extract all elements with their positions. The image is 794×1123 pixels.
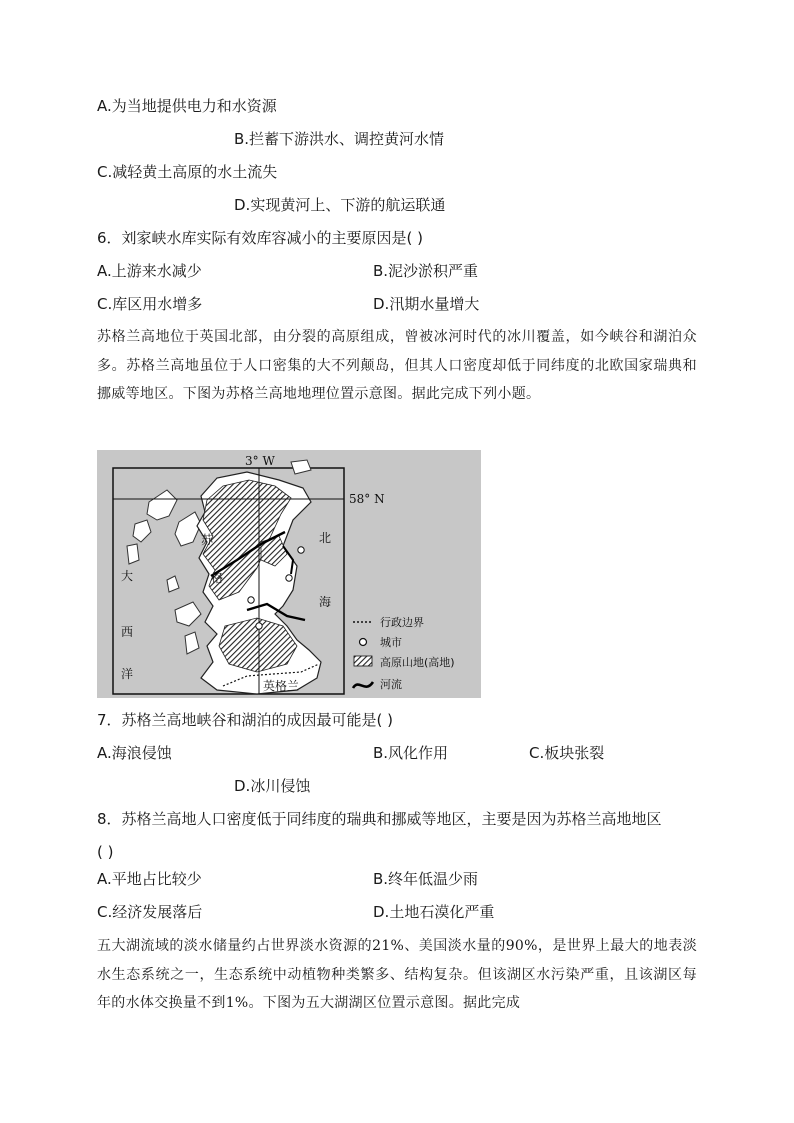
q5-option-a: A.为当地提供电力和水资源 [97,97,277,115]
region-char-1: 苏 [201,533,214,547]
q7-option-b: B.风化作用 [373,744,449,762]
legend-boundary-label: 行政边界 [380,616,424,629]
legend-highland-label: 高原山地(高地) [380,656,455,669]
q5-option-c: C.减轻黄土高原的水土流失 [97,163,278,181]
region-char-2: 格 [211,571,224,585]
q6-option-a: A.上游来水减少 [97,262,202,280]
q8-option-c: C.经济发展落后 [97,903,203,921]
q7-option-d: D.冰川侵蚀 [234,777,311,795]
sea-char-2: 海 [319,595,332,609]
latitude-label: 58° N [349,492,385,506]
legend-highland-symbol [354,656,372,666]
q5-option-d: D.实现黄河上、下游的航运联通 [234,196,446,214]
q6-option-c: C.库区用水增多 [97,295,203,313]
legend-city-symbol [360,639,367,646]
q6-stem: 6．刘家峡水库实际有效库容减小的主要原因是( ) [97,229,424,247]
q7-option-a: A.海浪侵蚀 [97,744,172,762]
passage-scottish-highlands: 苏格兰高地位于英国北部，由分裂的高原组成，曾被冰河时代的冰川覆盖，如今峡谷和湖泊众多。苏格兰高地虽位于人口密集的大不列颠岛，但其人口密度却低于同纬度的北欧国家瑞典和挪威等地区。下图为苏格兰高地地理位置示意图。据此完成下列小题。 [97,329,697,402]
longitude-label: 3° W [245,454,275,468]
q8-stem: 8．苏格兰高地人口密度低于同纬度的瑞典和挪威等地区，主要是因为苏格兰高地地区 [97,810,662,828]
q7-option-c: C.板块张裂 [529,744,605,762]
q6-option-d: D.汛期水量增大 [373,295,480,313]
ocean-char-2: 西 [121,625,134,639]
legend-river-label: 河流 [380,678,402,691]
q6-option-b: B.泥沙淤积严重 [373,262,479,280]
city-marker [286,575,292,581]
england-label: 英格兰 [263,679,300,693]
map-svg [97,450,481,698]
q5-option-b: B.拦蓄下游洪水、调控黄河水情 [234,130,445,148]
passage-great-lakes: 五大湖流域的淡水储量约占世界淡水资源的21%、美国淡水量的90%，是世界上最大的地表淡水生态系统之一，生态系统中动植物种类繁多、结构复杂。但该湖区水污染严重，且该湖区每年的水体交换量不到1%。下图为五大湖湖区位置示意图。据此完成 [97,938,697,1011]
q8-option-d: D.土地石漠化严重 [373,903,495,921]
q8-option-b: B.终年低温少雨 [373,870,479,888]
city-marker [256,623,262,629]
sea-char-1: 北 [319,531,332,545]
legend-city-label: 城市 [380,636,402,649]
city-marker [298,547,304,553]
city-marker [248,597,254,603]
ocean-char-3: 洋 [121,667,134,681]
scottish-highlands-map [97,450,481,698]
q8-stem-paren: ( ) [97,843,114,861]
island-outer-hebrides-south [127,544,139,564]
ocean-char-1: 大 [121,569,134,583]
q8-option-a: A.平地占比较少 [97,870,202,888]
q7-stem: 7．苏格兰高地峡谷和湖泊的成因最可能是( ) [97,711,394,729]
